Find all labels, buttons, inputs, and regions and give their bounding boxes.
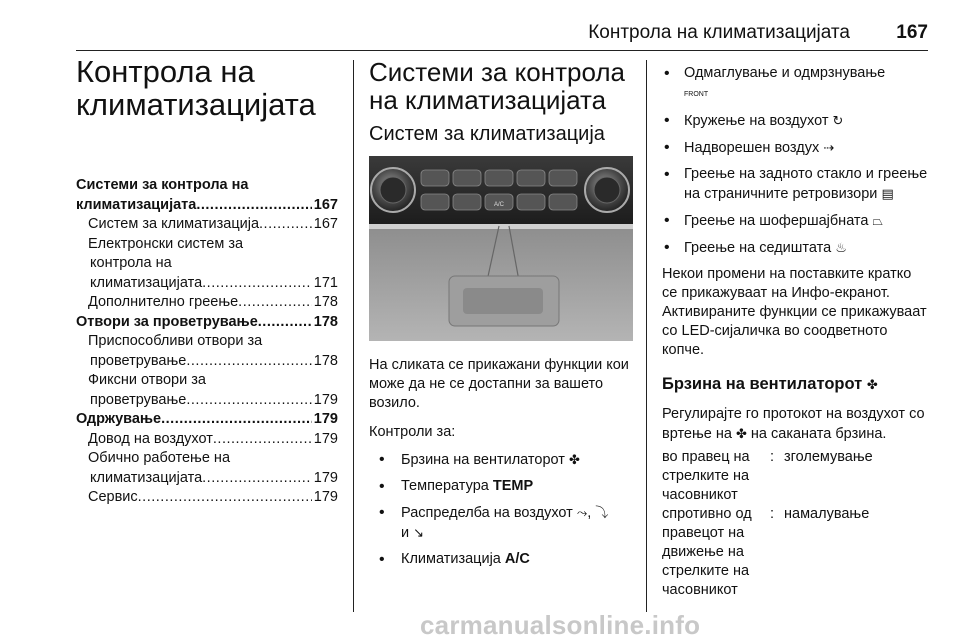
fan-icon: ✤ bbox=[568, 452, 580, 467]
list-item: • Брзина на вентилаторот ✤ bbox=[369, 450, 635, 470]
fan-icon: ✤ bbox=[735, 426, 747, 441]
toc-column bbox=[76, 55, 338, 508]
toc-entry[interactable]: проветрување ..... 178 bbox=[76, 352, 338, 372]
functions-list bbox=[662, 64, 930, 258]
subsection-heading: Систем за климатизација bbox=[369, 123, 605, 145]
page-number: 167 bbox=[896, 22, 928, 43]
running-header-title: Контрола на климатизацијата bbox=[588, 22, 850, 43]
chapter-title: Контрола на климатизацијата bbox=[76, 54, 316, 122]
list-item: • Одмаглување и одмрзнување FRONT bbox=[662, 64, 930, 104]
ac-button-label: A/C bbox=[493, 202, 505, 208]
toc-section-1[interactable]: Системи за контрола на bbox=[76, 177, 249, 193]
list-item: • Греење на седиштата ♨ bbox=[662, 238, 930, 258]
toc-entry[interactable]: Дополнително греење ..... 178 bbox=[76, 293, 338, 313]
toc-entry-line[interactable]: Електронски систем за bbox=[88, 235, 244, 252]
fan-speed-heading: Брзина на вентилаторот ✤ bbox=[662, 375, 878, 393]
air-windscreen-icon: ⤳ bbox=[576, 505, 588, 520]
table-row: во правец на стрелките на часовникот : зголемување bbox=[662, 449, 873, 503]
front-defrost-icon: FRONT bbox=[684, 91, 709, 98]
toc-entry-line[interactable]: Приспособливи отвори за bbox=[88, 333, 263, 349]
toc-entry-line[interactable]: Фиксни отвори за bbox=[88, 372, 206, 388]
climate-control-panel-photo bbox=[369, 156, 633, 341]
toc-section-1-row[interactable]: климатизацијата ..... 167 bbox=[76, 196, 338, 216]
table-row: спротивно од правецот на движење на стрелките на часовникот : намалување bbox=[662, 506, 870, 598]
controls-list bbox=[369, 450, 635, 569]
toc-section-3[interactable]: Одржување ..... 179 bbox=[76, 410, 338, 430]
header-rule bbox=[76, 50, 928, 51]
list-item: • Греење на задното стакло и греење на страничните ретровизори ▤ bbox=[662, 165, 930, 204]
toc-entry-line[interactable]: контрола на bbox=[90, 255, 172, 271]
air-footwell-icon: ↘ bbox=[413, 525, 425, 540]
list-item: • Распределба на воздухот ⤳, ⤵ и ↘ bbox=[369, 503, 635, 543]
toc-entry[interactable]: климатизацијата ..... 171 bbox=[76, 274, 338, 294]
list-item: • Кружење на воздухот ↻ bbox=[662, 111, 930, 131]
fan-icon: ✤ bbox=[866, 377, 878, 392]
section-heading: Системи за контрола на климатизацијата bbox=[369, 57, 625, 115]
toc-entry[interactable]: Систем за климатизација ..... 167 bbox=[76, 215, 338, 235]
windscreen-heating-icon: ⏢ bbox=[872, 213, 883, 228]
rear-window-heating-icon: ▤ bbox=[881, 186, 894, 201]
list-item: • Надворешен воздух ⇢ bbox=[662, 138, 930, 158]
toc-entry[interactable]: проветрување ..... 179 bbox=[76, 391, 338, 411]
content-column-3 bbox=[662, 64, 930, 600]
list-item: • Климатизација A/C bbox=[369, 550, 635, 569]
toc-entry-line[interactable]: Обично работење на bbox=[88, 450, 231, 466]
controls-label: Контроли за: bbox=[369, 424, 456, 440]
seat-heating-icon: ♨ bbox=[835, 240, 847, 255]
toc-entry[interactable]: климатизацијата ..... 179 bbox=[76, 469, 338, 489]
info-paragraph: Некои промени на поставките кратко се прикажуваат на Инфо-екранот. Активираните функции се прикажуваат со LED-сијаличка во соодветното копче. bbox=[662, 266, 927, 358]
toc-entry[interactable]: Сервис ..... 179 bbox=[76, 488, 338, 508]
photo-caption: На сликата се прикажани функции кои може да не се достапни за вашето возило. bbox=[369, 357, 629, 411]
watermark: carmanualsonline.info bbox=[420, 610, 701, 640]
content-column-2 bbox=[369, 58, 635, 576]
air-face-icon: ⤵ bbox=[595, 505, 609, 520]
column-divider-2 bbox=[646, 60, 647, 612]
fan-speed-text: Регулирајте го протокот на воздухот со вртење на ✤ на саканата брзина. bbox=[662, 406, 925, 442]
list-item: • Греење на шофершајбната ⏢ bbox=[662, 211, 930, 231]
outside-air-icon: ⇢ bbox=[823, 140, 835, 155]
toc-section-2[interactable]: Отвори за проветрување ..... 178 bbox=[76, 313, 338, 333]
fan-direction-table bbox=[662, 448, 930, 600]
list-item: • Температура TEMP bbox=[369, 477, 635, 496]
air-recirculation-icon: ↻ bbox=[832, 113, 844, 128]
toc-entry[interactable]: Довод на воздухот ..... 179 bbox=[76, 430, 338, 450]
column-divider-1 bbox=[353, 60, 354, 612]
